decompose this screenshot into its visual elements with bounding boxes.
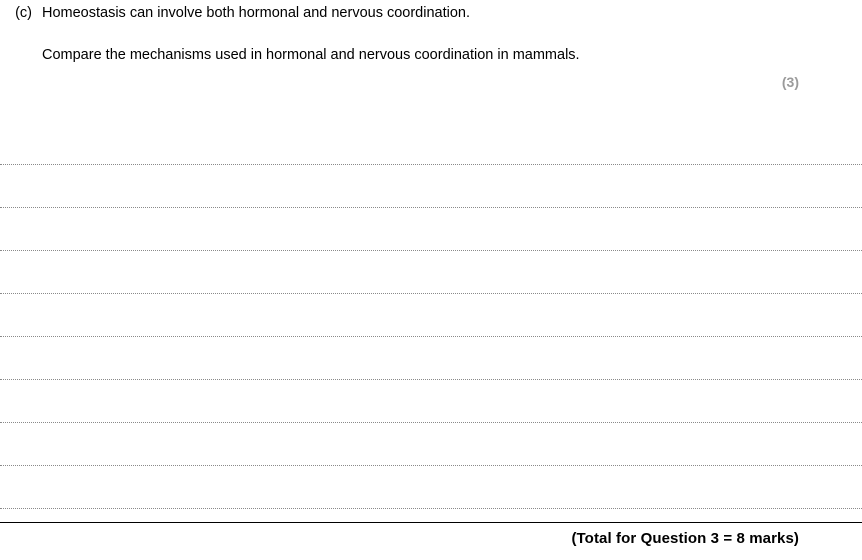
answer-line[interactable] bbox=[0, 380, 862, 423]
answer-line[interactable] bbox=[0, 251, 862, 294]
answer-line[interactable] bbox=[0, 337, 862, 380]
marks-allocation: (3) bbox=[781, 74, 799, 90]
question-stem-text: Homeostasis can involve both hormonal and nervous coordination. bbox=[42, 5, 470, 21]
answer-lines-area[interactable] bbox=[0, 122, 862, 509]
question-total-label: (Total for Question 3 = 8 marks) bbox=[571, 530, 799, 547]
question-stem-row bbox=[0, 3, 862, 23]
answer-line[interactable] bbox=[0, 208, 862, 251]
answer-line[interactable] bbox=[0, 466, 862, 509]
answer-line[interactable] bbox=[0, 122, 862, 165]
footer-divider bbox=[0, 522, 862, 523]
question-followup-row bbox=[0, 45, 862, 65]
answer-line[interactable] bbox=[0, 294, 862, 337]
answer-line[interactable] bbox=[0, 165, 862, 208]
answer-line[interactable] bbox=[0, 423, 862, 466]
question-block bbox=[0, 0, 862, 90]
question-followup-text: Compare the mechanisms used in hormonal and nervous coordination in mammals. bbox=[42, 47, 580, 63]
question-part-label: (c) bbox=[15, 5, 32, 21]
